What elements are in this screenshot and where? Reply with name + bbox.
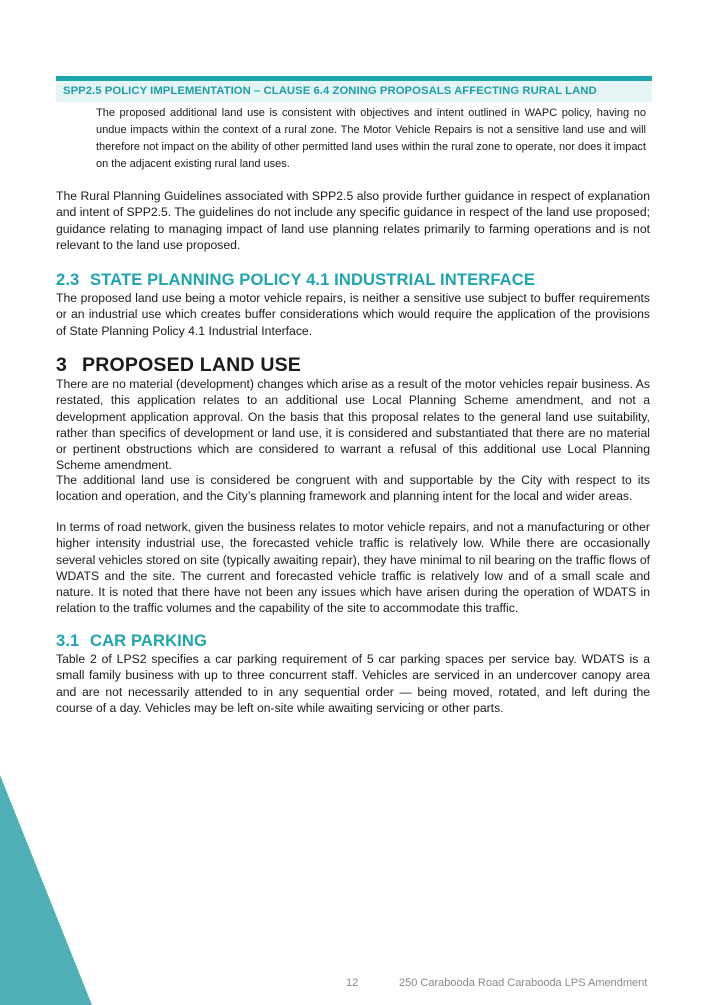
section-2-3-paragraph: The proposed land use being a motor vehicle repairs, is neither a sensitive use subject to buffer requirements or an industrial use which creates buffer considerations which would require the application of the provisions of State Planning Policy 4.1 Industrial Interface. [56,291,650,338]
section-3-heading [56,354,301,376]
page-footer [0,977,706,993]
section-3-1-paragraph: Table 2 of LPS2 specifies a car parking requirement of 5 car parking spaces per service bay. WDATS is a small family business with up to three concurrent staff. Vehicles are serviced in an undercover canopy area and are not necessarily attended to in any sequential order — being moved, rotated, and left during the course of a day. Vehicles may be left on-site while awaiting servicing or other parts. [56,652,650,715]
section-2-3-heading [56,270,535,290]
section-2-3-number: 2.3 [56,270,80,289]
section-3-paragraph-3: In terms of road network, given the business relates to motor vehicle repairs, and not a manufacturing or other higher intensity industrial use, the forecasted vehicle traffic is relatively low. While there are occasionally several vehicles stored on site (typically awaiting repair), they have minimal to nil bearing on the traffic flows of WDATS and the site. The current and forecasted vehicle traffic is relatively low and of a small scale and nature. It is noted that there have not been any issues which have arisen during the operation of WDATS in relation to the traffic volumes and the capability of the site to accommodate this traffic. [56,520,650,616]
section-3-1-heading [56,631,207,651]
policy-callout-text: The proposed additional land use is consistent with objectives and intent outlined in WAPC policy, having no undue impacts within the context of a rural zone. The Motor Vehicle Repairs is not a sensitive land use and will therefore not impact on the ability of other permitted land uses within the rural zone to operate, nor does it impact on the adjacent existing rural land uses. [96,107,646,170]
section-3-paragraph-2: The additional land use is considered be congruent with and supportable by the City with respect to its location and operation, and the City’s planning framework and planning intent for the local and wider areas. [56,473,650,504]
section-3-1-number: 3.1 [56,631,80,650]
section-3-number: 3 [56,354,68,376]
footer-document-title: 250 Carabooda Road Carabooda LPS Amendment [399,977,648,989]
corner-triangle-shape [0,775,92,1005]
intro-paragraph: The Rural Planning Guidelines associated with SPP2.5 also provide further guidance in respect of explanation and intent of SPP2.5. The guidelines do not include any specific guidance in respect of the land use proposed; guidance relating to managing impact of land use planning relates primarily to farming operations and is not relevant to the land use proposed. [56,189,650,252]
page-number: 12 [346,977,359,989]
section-3-1-title: CAR PARKING [90,631,207,650]
section-3-paragraph-1: There are no material (development) changes which arise as a result of the motor vehicles repair business. As restated, this application relates to an additional use Local Planning Scheme amendment, and not a development application approval. On the basis that this proposal relates to the general land use suitability, rather than specifics of development or land use, it is considered and substantiated that there are no material or pertinent obstructions which are considered to warrant a refusal of this additional use Local Planning Scheme amendment. [56,377,650,473]
section-3-title: PROPOSED LAND USE [82,354,302,376]
policy-callout-heading: SPP2.5 POLICY IMPLEMENTATION – CLAUSE 6.4 ZONING PROPOSALS AFFECTING RURAL LAND [56,81,652,102]
decorative-corner-triangle [0,775,92,1005]
section-2-3-title: STATE PLANNING POLICY 4.1 INDUSTRIAL INTERFACE [90,270,535,289]
policy-callout-box [56,76,652,173]
